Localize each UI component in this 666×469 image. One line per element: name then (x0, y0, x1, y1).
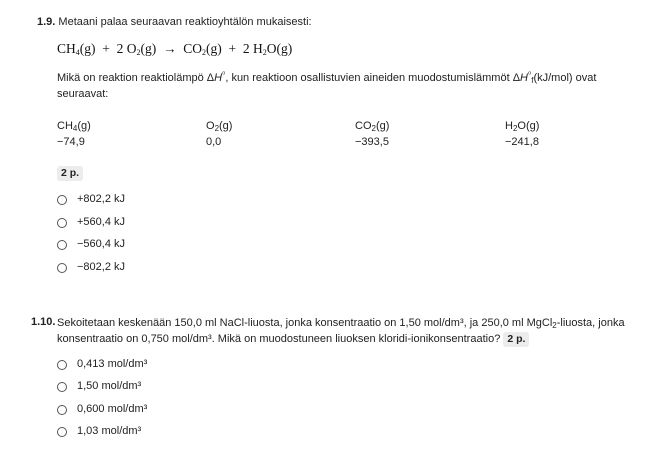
reaction-equation (57, 41, 292, 57)
option-label[interactable]: −802,2 kJ (77, 261, 126, 273)
eq-h2o: 2 H (242, 41, 263, 56)
question-text-part: -liuosta, jonka (556, 317, 625, 329)
formula-sub: 4 (72, 124, 78, 133)
formula-main: H (505, 120, 513, 132)
radio-button[interactable] (57, 360, 67, 370)
formula-sub: 2 (214, 124, 220, 133)
eq-plus-2: + (228, 41, 237, 56)
question-text-part: Mikä on reaktion reaktiolämpö Δ (57, 72, 215, 84)
formula-rest: (g) (375, 120, 390, 132)
formula-main: O (206, 120, 215, 132)
option-label[interactable]: 1,50 mol/dm³ (77, 380, 142, 392)
eq-o2-sub: 2 (136, 48, 141, 57)
formula-main: CO (355, 120, 372, 132)
eq-co2-state: (g) (206, 41, 222, 56)
table-cell-value: 0,0 (206, 136, 222, 148)
question-body (57, 70, 647, 102)
radio-button[interactable] (57, 263, 67, 273)
radio-button[interactable] (57, 427, 67, 437)
table-cell-value: −393,5 (355, 136, 389, 148)
formula-main: CH (57, 120, 73, 132)
formula-sub: 2 (371, 124, 376, 133)
question-text-part: seuraavat: (57, 88, 109, 100)
points-wrap (57, 166, 83, 181)
points-badge: 2 p. (503, 332, 529, 347)
radio-button[interactable] (57, 218, 67, 228)
option-label[interactable]: −560,4 kJ (77, 238, 126, 250)
question-text-part: konsentraatio on 0,750 mol/dm³. Mikä on muodostuneen liuoksen kloridi-ionikonsentraatio? (57, 333, 501, 345)
formula-sub: 2 (512, 124, 518, 133)
eq-arrow: → (163, 41, 177, 56)
radio-button[interactable] (57, 240, 67, 250)
table-cell-formula (505, 120, 539, 132)
table-cell-formula (206, 120, 232, 132)
points-badge: 2 p. (57, 166, 83, 181)
standard-symbol: ⁰ (222, 70, 226, 79)
option-label[interactable]: +802,2 kJ (77, 193, 126, 205)
question-text-part: (kJ/mol) ovat (533, 72, 597, 84)
question-prompt: Metaani palaa seuraavan reaktioyhtälön mukaisesti: (58, 16, 312, 28)
option-label[interactable]: 0,600 mol/dm³ (77, 403, 148, 415)
eq-ch4: CH (57, 41, 76, 56)
formula-sub: 2 (552, 321, 557, 330)
question-1-9-header (37, 16, 312, 28)
table-cell-value: −74,9 (57, 136, 85, 148)
question-body (57, 315, 657, 347)
question-text-part: Sekoitetaan keskenään 150,0 ml NaCl-liuosta, jonka konsentraatio on 1,50 mol/dm³, ja 250,0 ml MgCl (57, 317, 553, 329)
standard-symbol: ⁰ (528, 70, 532, 79)
eq-h2o-rest: O(g) (266, 41, 293, 56)
option-label[interactable]: 1,03 mol/dm³ (77, 425, 142, 437)
table-cell-formula (57, 120, 91, 132)
question-number: 1.10. (31, 316, 56, 328)
option-label[interactable]: 0,413 mol/dm³ (77, 358, 148, 370)
formula-rest: (g) (219, 120, 233, 132)
formula-rest: (g) (77, 120, 91, 132)
eq-h2o-sub: 2 (262, 48, 267, 57)
eq-plus: + (102, 41, 110, 56)
enthalpy-symbol: H (214, 72, 223, 84)
formula-rest: O(g) (517, 120, 540, 132)
radio-button[interactable] (57, 382, 67, 392)
eq-o2: 2 O (116, 41, 137, 56)
radio-button[interactable] (57, 405, 67, 415)
eq-co2-sub: 2 (202, 48, 207, 57)
option-label[interactable]: +560,4 kJ (77, 216, 126, 228)
eq-co2: CO (183, 41, 203, 56)
radio-button[interactable] (57, 195, 67, 205)
eq-o2-state: (g) (140, 41, 157, 56)
formation-subscript: f (531, 76, 534, 85)
eq-ch4-state: (g) (79, 41, 96, 56)
table-cell-value: −241,8 (505, 136, 539, 148)
question-number: 1.9. (37, 16, 56, 28)
eq-ch4-sub: 4 (75, 48, 80, 57)
table-cell-formula (355, 120, 389, 132)
enthalpy-symbol: H (520, 72, 528, 84)
question-text-part: , kun reaktioon osallistuvien aineiden muodostumislämmöt Δ (225, 72, 521, 84)
